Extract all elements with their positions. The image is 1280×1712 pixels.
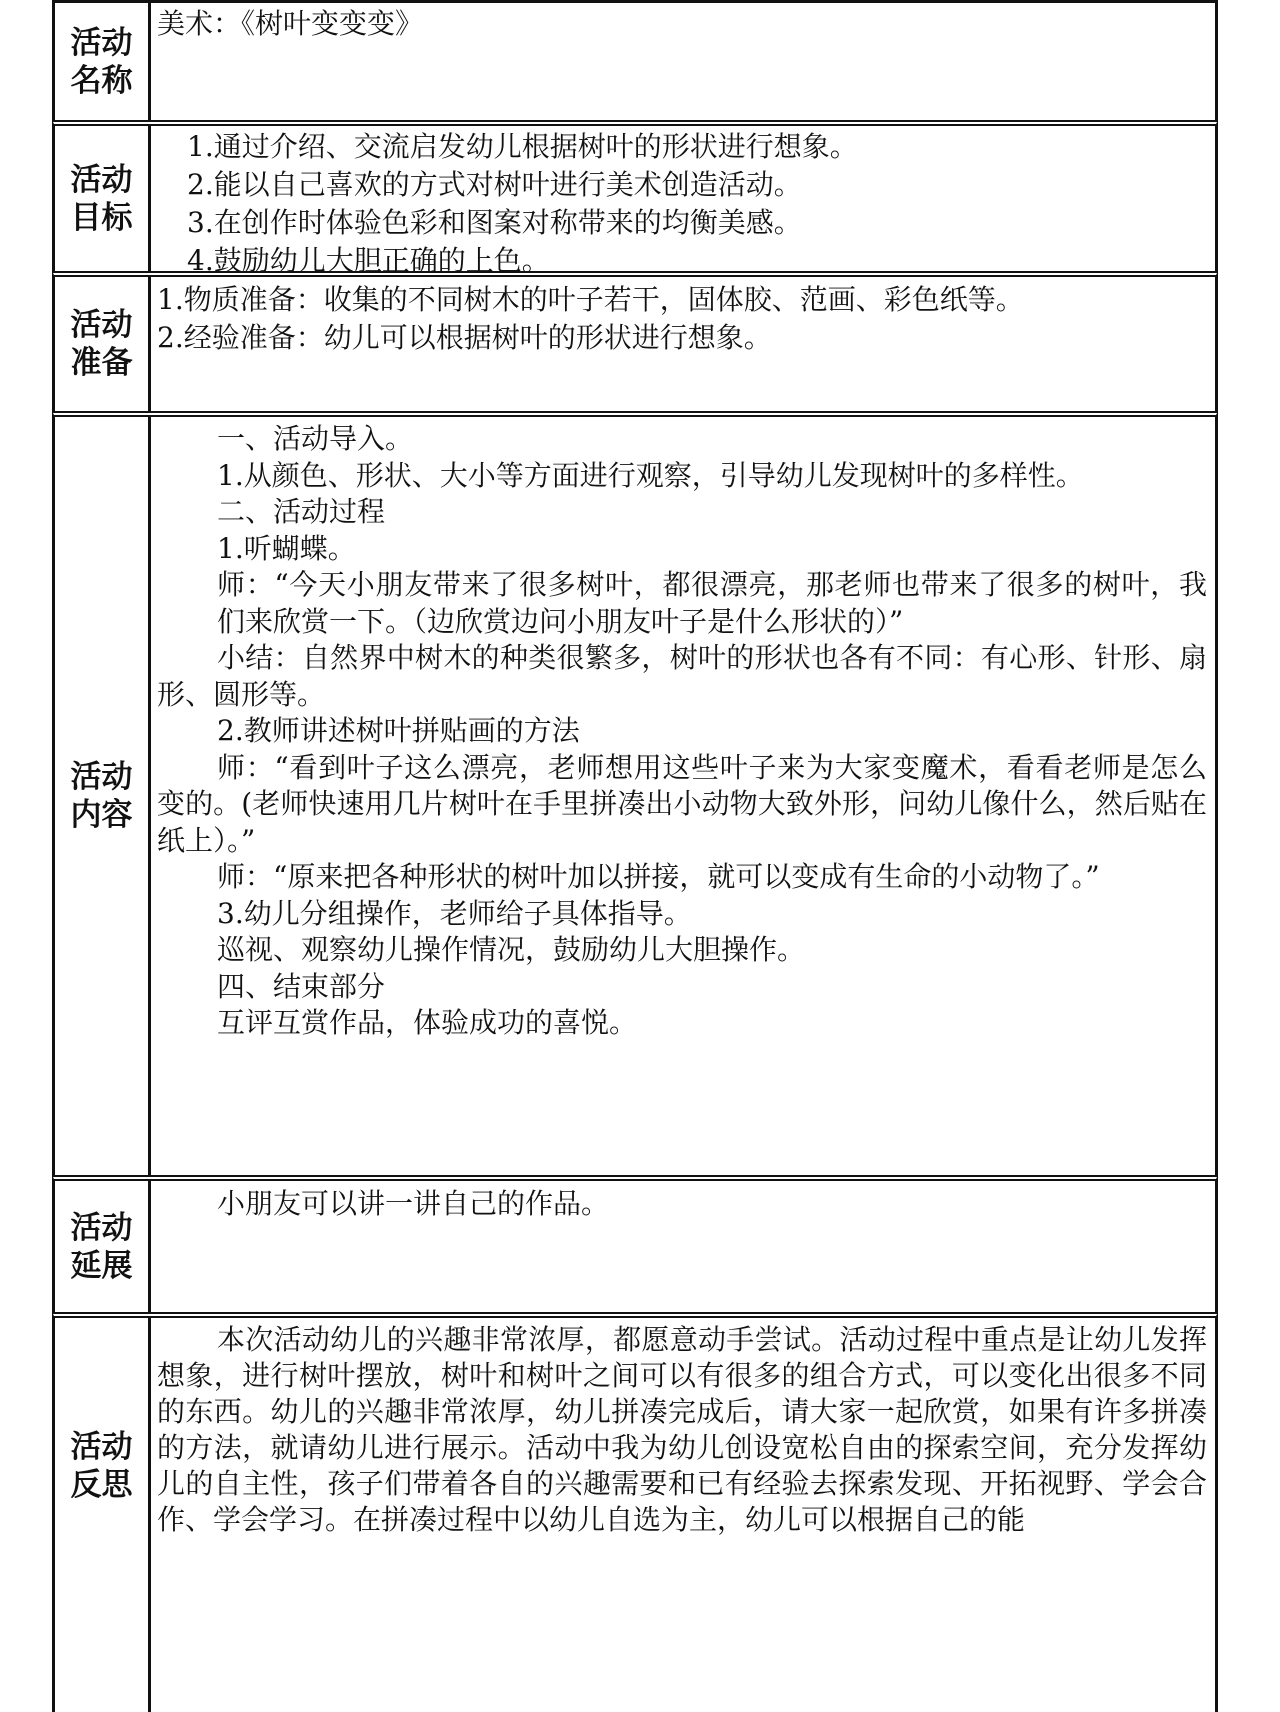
content-activity-name	[151, 3, 1215, 120]
row-activity-prep	[52, 271, 1218, 411]
row-activity-extension	[52, 1175, 1218, 1312]
prep-item: 1.物质准备：收集的不同树木的叶子若干，固体胶、范画、彩色纸等。	[157, 283, 1024, 316]
paragraph: 师：“今天小朋友带来了很多树叶，都很漂亮，那老师也带来了很多的树叶，我们来欣赏一下。（边欣赏边问小朋友叶子是什么形状的）”	[217, 568, 1207, 638]
paragraph: 1.听蝴蝶。	[217, 531, 356, 565]
lesson-plan-table	[52, 0, 1218, 1712]
row-activity-name	[52, 0, 1218, 120]
section-heading: 一、活动导入。	[217, 422, 414, 455]
content-activity-reflection	[151, 1318, 1215, 1712]
label-activity-reflection: 活动反思	[55, 1318, 151, 1712]
goal-item: 3.在创作时体验色彩和图案对称带来的均衡美感。	[187, 206, 802, 239]
paragraph: 本次活动幼儿的兴趣非常浓厚，都愿意动手尝试。活动过程中重点是让幼儿发挥想象，进行树叶摆放，树叶和树叶之间可以有很多的组合方式，可以变化出很多不同的东西。幼儿的兴趣非常浓厚，幼儿拼凑完成后，请大家一起欣赏，如果有许多拼凑的方法，就请幼儿进行展示。活动中我为幼儿创设宽松自由的探索空间，充分发挥幼儿的自主性，孩子们带着各自的兴趣需要和已有经验去探索发现、开拓视野、学会合作、学会学习。在拼凑过程中以幼儿自选为主，幼儿可以根据自己的能	[157, 1323, 1207, 1536]
paragraph: 3.幼儿分组操作，老师给子具体指导。	[217, 896, 692, 930]
goal-item: 2.能以自己喜欢的方式对树叶进行美术创造活动。	[187, 168, 802, 201]
label-activity-prep: 活动准备	[55, 277, 151, 411]
paragraph: 小朋友可以讲一讲自己的作品。	[217, 1187, 610, 1220]
section-heading: 四、结束部分	[217, 969, 386, 1003]
content-activity-extension	[151, 1181, 1215, 1312]
paragraph: 师：“原来把各种形状的树叶加以拼接，就可以变成有生命的小动物了。”	[217, 860, 1100, 893]
paragraph: 师：“看到叶子这么漂亮，老师想用这些叶子来为大家变魔术，看看老师是怎么变的。(老师快速用几片树叶在手里拼凑出小动物大致外形，问幼儿像什么，然后贴在纸上）。”	[157, 750, 1207, 857]
paragraph: 互评互赏作品，体验成功的喜悦。	[217, 1006, 638, 1039]
row-activity-content	[52, 411, 1218, 1175]
label-activity-extension: 活动延展	[55, 1181, 151, 1312]
paragraph: 小结：自然界中树木的种类很繁多，树叶的形状也各有不同：有心形、针形、扇形、圆形等。	[157, 641, 1207, 711]
label-activity-content: 活动内容	[55, 417, 151, 1175]
activity-title: 美术：《树叶变变变》	[157, 7, 424, 40]
label-activity-name: 活动名称	[55, 3, 151, 120]
row-activity-goals	[52, 120, 1218, 277]
content-activity-prep	[151, 277, 1215, 411]
content-activity-goals	[151, 126, 1215, 277]
paragraph: 2.教师讲述树叶拼贴画的方法	[217, 714, 580, 747]
goal-item: 1.通过介绍、交流启发幼儿根据树叶的形状进行想象。	[187, 130, 858, 163]
paragraph: 巡视、观察幼儿操作情况，鼓励幼儿大胆操作。	[217, 933, 806, 966]
paragraph: 1.从颜色、形状、大小等方面进行观察，引导幼儿发现树叶的多样性。	[217, 458, 1084, 492]
section-heading: 二、活动过程	[217, 495, 386, 528]
goal-item: 4.鼓励幼儿大胆正确的上色。	[187, 244, 550, 277]
label-activity-goals: 活动目标	[55, 126, 151, 271]
content-activity-content	[151, 417, 1215, 1175]
row-activity-reflection	[52, 1312, 1218, 1712]
prep-item: 2.经验准备：幼儿可以根据树叶的形状进行想象。	[157, 321, 772, 354]
